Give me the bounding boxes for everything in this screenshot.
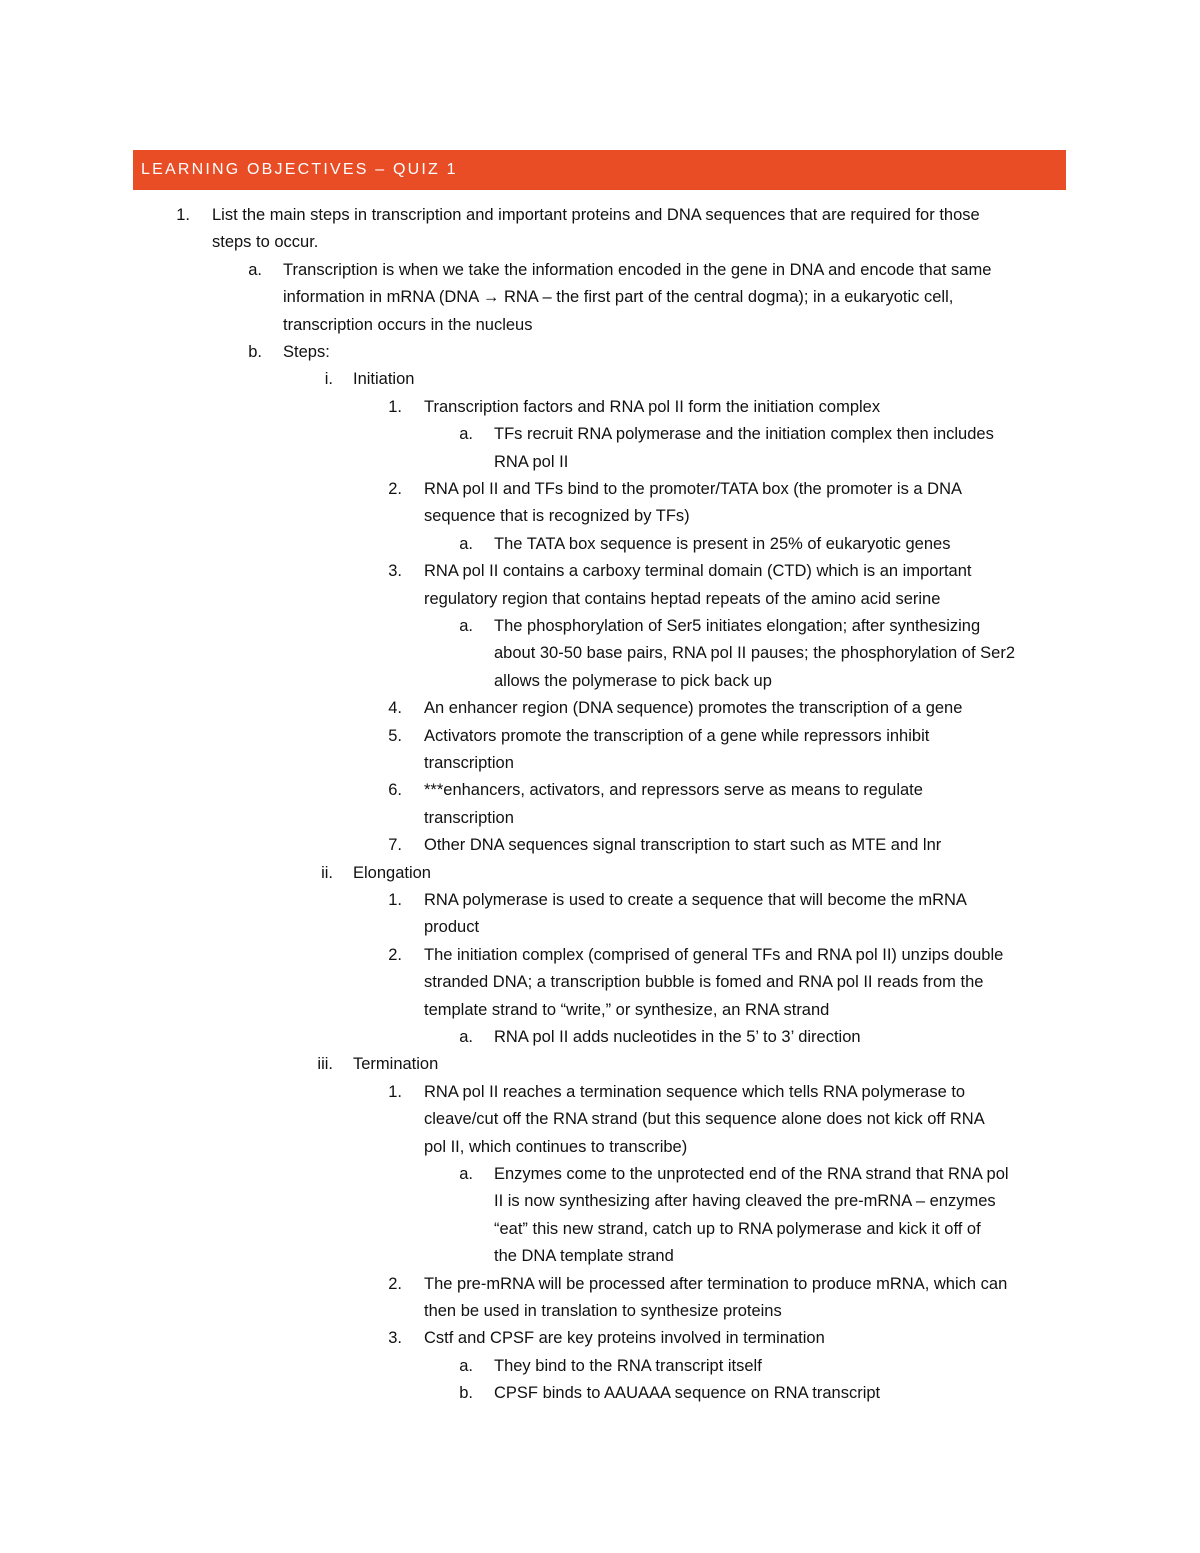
list-marker: a. (459, 1356, 473, 1375)
outline-item-text: “eat” this new strand, catch up to RNA polymerase and kick it off of (494, 1219, 981, 1238)
list-marker: ii. (321, 863, 333, 882)
outline-item-text: RNA pol II contains a carboxy terminal domain (CTD) which is an important (424, 562, 972, 581)
list-marker: 2. (388, 945, 402, 964)
outline-item-text: RNA pol II adds nucleotides in the 5’ to 3’ direction (494, 1028, 861, 1046)
outline-item-text: template strand to “write,” or synthesize, an RNA strand (424, 1000, 830, 1019)
outline-item-text: II is now synthesizing after having cleaved the pre-mRNA – enzymes (494, 1192, 996, 1211)
list-marker: a. (459, 1165, 473, 1183)
list-marker: iii. (317, 1055, 333, 1074)
outline-item-text: transcription occurs in the nucleus (283, 315, 533, 334)
outline-item-text: Cstf and CPSF are key proteins involved in termination (424, 1329, 825, 1348)
outline-item-text: The TATA box sequence is present in 25% of eukaryotic genes (494, 534, 951, 553)
outline-item-text: Termination (353, 1055, 439, 1074)
list-marker: 5. (388, 726, 402, 745)
outline-item-text: transcription (424, 754, 514, 772)
list-marker: i. (324, 370, 333, 389)
list-marker: 1. (388, 397, 402, 416)
list-marker: 2. (388, 480, 402, 498)
section-title: LEARNING OBJECTIVES – QUIZ 1 (141, 161, 458, 178)
list-marker: 1. (176, 206, 190, 224)
list-marker: 3. (388, 562, 402, 581)
section-header (133, 150, 1066, 190)
list-marker: b. (248, 343, 262, 361)
outline-item-text: RNA pol II (494, 452, 569, 471)
outline-item-text: about 30-50 base pairs, RNA pol II pauses; the phosphorylation of Ser2 (494, 644, 1015, 663)
outline-item-text: Steps: (283, 343, 330, 361)
outline-item-text: Transcription factors and RNA pol II form the initiation complex (424, 397, 881, 416)
outline-item-text: stranded DNA; a transcription bubble is fomed and RNA pol II reads from the (424, 973, 984, 992)
outline-item-text: Activators promote the transcription of a gene while repressors inhibit (424, 726, 930, 745)
outline-item-text: RNA pol II reaches a termination sequence which tells RNA polymerase to (424, 1082, 966, 1101)
outline-item-text: regulatory region that contains heptad repeats of the amino acid serine (424, 589, 941, 608)
outline-item-text: Initiation (353, 370, 415, 389)
outline-item-text: Enzymes come to the unprotected end of the RNA strand that RNA pol (494, 1165, 1009, 1183)
outline-item-text: CPSF binds to AAUAAA sequence on RNA transcript (494, 1384, 881, 1403)
outline-item-text: TFs recruit RNA polymerase and the initiation complex then includes (494, 425, 994, 444)
list-marker: b. (459, 1384, 473, 1403)
outline-item-text: product (424, 918, 480, 937)
outline-item-text: allows the polymerase to pick back up (494, 671, 772, 690)
outline-item-text: transcription (424, 808, 514, 827)
list-marker: a. (459, 617, 473, 635)
outline-item-text: Transcription is when we take the information encoded in the gene in DNA and encode that same (283, 260, 992, 279)
outline-item-text: Elongation (353, 863, 431, 882)
outline-item-text: steps to occur. (212, 233, 319, 252)
outline-item-text: Other DNA sequences signal transcription to start such as MTE and lnr (424, 836, 942, 855)
list-marker: 1. (388, 1082, 402, 1101)
outline-item-text: cleave/cut off the RNA strand (but this sequence alone does not kick off RNA (424, 1110, 985, 1129)
list-marker: 2. (388, 1274, 402, 1293)
outline-item-text: The phosphorylation of Ser5 initiates elongation; after synthesizing (494, 617, 981, 635)
list-marker: 3. (388, 1329, 402, 1348)
outline-item-text: information in mRNA (DNA → RNA – the first part of the central dogma); in a eukaryotic cell, (283, 288, 954, 307)
outline-item-text: List the main steps in transcription and important proteins and DNA sequences that are required for those (212, 206, 980, 224)
list-marker: 7. (388, 836, 402, 855)
outline-item-text: RNA pol II and TFs bind to the promoter/TATA box (the promoter is a DNA (424, 480, 963, 498)
outline-item-text: ***enhancers, activators, and repressors serve as means to regulate (424, 781, 923, 800)
list-marker: a. (459, 1028, 473, 1046)
outline-item-text: The initiation complex (comprised of general TFs and RNA pol II) unzips double (424, 945, 1004, 964)
outline-item-text: the DNA template strand (494, 1247, 674, 1266)
outline-item-text: The pre-mRNA will be processed after termination to produce mRNA, which can (424, 1274, 1008, 1293)
outline-item-text: RNA polymerase is used to create a sequence that will become the mRNA (424, 891, 967, 909)
list-marker: a. (459, 534, 473, 553)
list-marker: 1. (388, 891, 402, 909)
list-marker: 6. (388, 781, 402, 800)
outline-item-text: sequence that is recognized by TFs) (424, 507, 690, 526)
list-marker: 4. (388, 699, 402, 718)
list-marker: a. (459, 425, 473, 444)
outline-item-text: then be used in translation to synthesize proteins (424, 1302, 782, 1320)
outline-item-text: pol II, which continues to transcribe) (424, 1137, 688, 1156)
list-marker: a. (248, 260, 262, 279)
outline-item-text: An enhancer region (DNA sequence) promotes the transcription of a gene (424, 699, 963, 718)
outline-item-text: They bind to the RNA transcript itself (494, 1356, 762, 1375)
